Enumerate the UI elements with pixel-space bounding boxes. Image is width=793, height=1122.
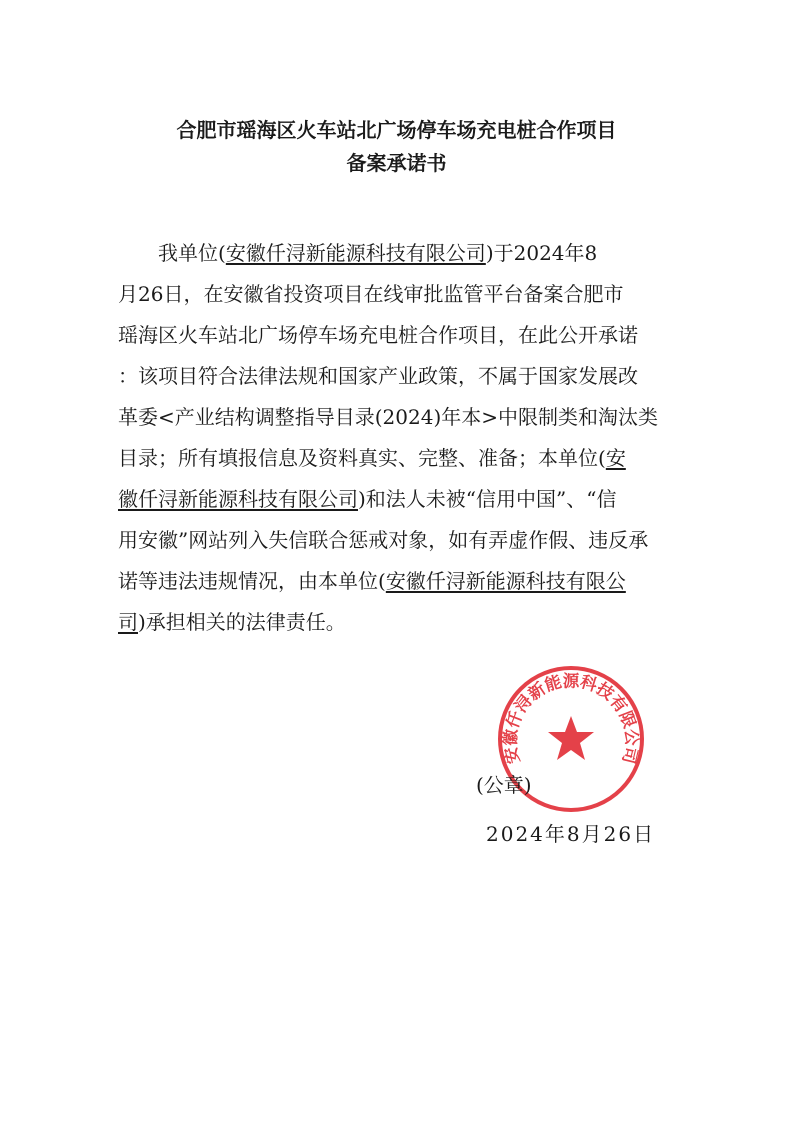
company-name: 安徽仟浔新能源科技有限公 (385, 569, 626, 593)
commitment-body (118, 233, 688, 643)
body-line: 用安徽”网站列入失信联合惩戒对象，如有弄虚作假、违反承 (118, 528, 649, 552)
company-name: 司 (118, 610, 138, 634)
company-name: 徽仟浔新能源科技有限公司 (118, 487, 358, 511)
body-line: 瑶海区火车站北广场停车场充电桩合作项目，在此公开承诺 (118, 323, 638, 347)
body-line: 徽仟浔新能源科技有限公司)和法人未被“信用中国”、“信 (118, 487, 617, 511)
body-line: ：该项目符合法律法规和国家产业政策，不属于国家发展改 (118, 364, 638, 388)
body-line: 目录；所有填报信息及资料真实、完整、准备；本单位(安 (118, 446, 626, 470)
company-name: 安 (605, 446, 626, 470)
company-name: 安徽仟浔新能源科技有限公司 (225, 241, 486, 265)
body-line: 司)承担相关的法律责任。 (118, 610, 346, 634)
body-line: 革委<产业结构调整指导目录(2024)年本>中限制类和淘汰类 (118, 405, 659, 429)
document-subtitle: 备案承诺书 (346, 151, 447, 175)
seal-star-icon (548, 716, 594, 760)
signing-date: 2024年8月26日 (486, 822, 656, 846)
body-line: 诺等违法违规情况，由本单位(安徽仟浔新能源科技有限公 (118, 569, 626, 593)
body-line: 月26日，在安徽省投资项目在线审批监管平台备案合肥市 (118, 282, 624, 306)
document-title: 合肥市瑶海区火车站北广场停车场充电桩合作项目 (176, 118, 617, 142)
body-line: 我单位(安徽仟浔新能源科技有限公司)于2024年8 (158, 241, 598, 265)
seal-company-text: 安徽仟浔新能源科技有限公司 (500, 671, 642, 766)
seal-label: (公章) (476, 773, 532, 797)
